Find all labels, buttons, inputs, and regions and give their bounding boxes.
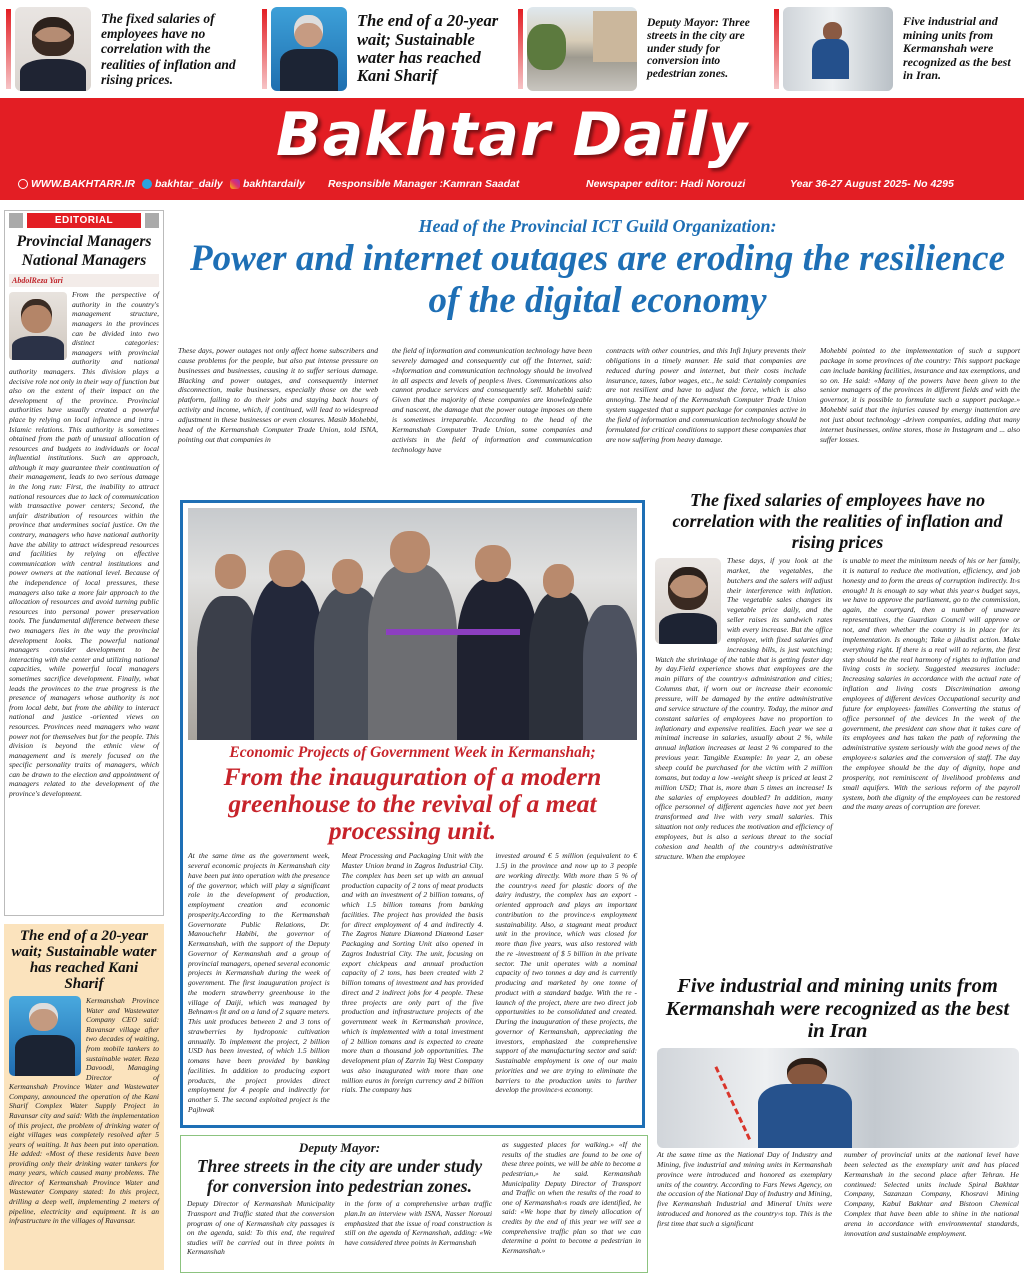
website-text: WWW.BAKHTARR.IR [31, 178, 136, 190]
teaser-photo-factory-icon [783, 7, 893, 91]
lead-column: contracts with other countries, and this Infi Injury prevents their obligations in a timely manner. He said that companies are reduced during power and internet, but their costs include insurance, taxes, labor wages, etc., he said: Certainly companies are not resilient and have to adjust the force, which is also annoying. The head of the Kermanshah Computer Trade Union system suggested that a support package for companies active in the field of information and communication technology should be formulated for critical conditions to support these companies that are now suffering from heavy damage. [606, 346, 806, 444]
person-head [543, 564, 574, 599]
masthead [0, 98, 1024, 200]
factory-worker-photo-icon [657, 1048, 1019, 1148]
lead-column: the field of information and communication technology have been severely damaged and consequently cut off the Internet, said: «Information and communication technology should be involved in all aspects and levels of people›s lives. Communications also cannot produce services and consequently sell. Mohebbi said: Given that the majority of these companies are knowledgeable and nascent, the damage that the power outage imposes on them is sometimes irreparable. According to the head of the Kermanshah Computer Trade Union, some companies and activists in the field of information and communication technology have [392, 346, 592, 454]
economic-headline[interactable]: From the inauguration of a modern greenhouse to the revival of a meat processing unit. [223, 762, 602, 845]
five-units-column: number of provincial units at the national level have been selected as the exemplary unit and has placed Kermanshah in the second place after Tehran. He continued: Selected units include Spiral Bakhtar Company, Sazanzan Company, Khosravi Mining Company, Kabul Bakhtar and Bistoon Chemical Complex that have been able to shine in the national arena in accordance with environmental standards, innovation and sustainable employment. [844, 1150, 1019, 1238]
salaries-body [655, 556, 1020, 974]
man-portrait-photo-icon [655, 558, 721, 644]
red-coil-hose [715, 1048, 795, 1140]
issue-info: Year 36-27 August 2025- No 4295 [790, 178, 954, 190]
salaries-column: is unable to meet the minimum needs of his or her family, it is natural to reduce the motivation, efficiency, and job honesty and to form the areas of corruption indirectly. It›s enough! It is enough to say what this year›s budget says, we have to approve the parliament, go to the commission, again, the courtyard, then a number of unaware representatives, the Guardian Council will approve or not, and then whether the country is in place for its implementation. Is enough; Take a jihadist action. Make everything right. If there is a real will to reform, the first step should be the real harmony of rights to inflation and living costs in society. Suggested measures include: Increasing salaries in accordance with the actual rate of inflation and living costs Discrimination among employees of different devices Occupational security and future for employees› families Converting the status of office personnel of the devices In the week of the government, the president can show that it takes care of its employees and has taken the path of reforming the administrative system seriously with the good news of the employee›s salaries and the conversion of staff. The day the employee should be the day of dignity, hope and prosperity, not reminiscent of livelihood problems and small aquifers. With the serious reform of the payroll system, both the dignity of the employees can be restored and the many areas of corruption are forever. [842, 556, 1020, 812]
person-shape [368, 564, 458, 740]
telegram-link[interactable] [142, 178, 223, 190]
economic-body [188, 851, 637, 1114]
teaser-accent-bar [774, 9, 779, 89]
teaser-accent-bar [518, 9, 523, 89]
teaser-photo-man-portrait-icon [15, 7, 91, 91]
editorial-column [4, 210, 164, 916]
teaser-accent-bar [6, 9, 11, 89]
editorial-body [9, 290, 159, 798]
salaries-text: These days, if you look at the market, the vegetables, the butchers and the salers will adjust their interference with inflation. The vegetable sales changes its vegetable price daily, and the seller raises its sandwich rates with every increase. But the office employee, with fixed salaries and increasing bills, is just watching; Watch the shrinkage of the table that is getting faster day by day.Field experience shows that employees are the main pillars of the country›s administration and cities; Columns that, if worn out or increase their economic pressure, will be damaged by the entire administrative and service structure of the country. Today, the minor and constant salaries of employees have no proportion to inflationary and expensive realities. Each year we see a minimal increase in salaries, usually about 2 %, while annual inflation increases at least 2 % compared to the previous year. Tangible Example: In year 2, an obese sheep could be purchased for the victim with 2 million tomans, but today a low -weight sheep is priced at least 2 million USD; That is, more than 5 times an increase! Is the salaries of employees doubled? In addition, many office personnel of different agencies have not yet been transformed and live with very small salaries. This situation not only reduces the motivation and efficiency of employees, but is also a serious threat to the social cohesion and health of the country›s administrative structure. When the employee [655, 556, 833, 861]
lead-headline[interactable]: Power and internet outages are eroding the resilience of the digital economy [189, 238, 1006, 322]
author-photo-icon [9, 292, 67, 360]
deputy-mayor-article [180, 1135, 648, 1273]
masthead-info-bar [0, 175, 1024, 193]
instagram-link[interactable] [230, 178, 305, 190]
editorial-text: From the perspective of authority in the country's management structure, managers in the provinces can be divided into two distinct categories: managers with provincial authority and national authority managers. This division plays a decisive role not only in their way of function but also on the extent of their impact on the development of the province. Provincial authorities have usually created a powerful place by relying on local influence and intra -Islamic relations. This authority is sometimes obtained from the path of unusual allocation of resources and budgets to individuals or local influential institutions. Such an approach, although it may guarantee their continuation of their management, leads to two serious damage in the long run: First, the inability to attract national resources due to lack of communication with transactive power centers; Second, the unfair distribution of resources within the province that undermines social justice. On the contrary, managers who have national authority have the ability to attract widespread resources and facilities by relying on effective communication with central institutions and power owners at the national level. Because of the independence of local pressures, these managers also take a more fair approach to the allocation of resources and avoid turning public resources into personal power preservation tools. The fundamental difference between these two managers lies in the way the provincial development looks. The powerful national managers consider development to be interacting with the center and utilizing national capacities, while powerful local managers sometimes sacrifice development. Finally, what leads the provinces to the true progress is the presence of managers whose authority is not from local debt, but from the ability to interact national and justice -oriented views on resources. Provinces need managers who want power not for themselves but for the people. This division is beyond the ethnic view of management and is merely focused on the specific personality traits of managers, which can be drawn to the election and appointment of managers related to the development of the province's development. [9, 290, 159, 799]
speaker-photo-icon [9, 996, 81, 1076]
kani-sharif-headline[interactable]: The end of a 20-year wait; Sustainable water has reached Kani Sharif [11, 928, 157, 993]
economic-projects-article [180, 500, 645, 1128]
five-units-body [657, 1150, 1019, 1275]
teaser-photo-street-icon [527, 7, 637, 91]
editorial-title: Provincial Managers National Managers [16, 233, 152, 269]
five-units-column: At the same time as the National Day of Industry and Mining, five industrial and mining units in Kermanshah province were introduced and honored as exemplary units of the country. According to Fars News Agency, on the occasion of the National Day of Industry and Mining, five Kermanshah Industrial and Mineral Units were introduced and honored as the country›s top. This is the first time that such a significant [657, 1150, 832, 1229]
ribbon-cutting-photo-icon [188, 508, 637, 740]
telegram-icon [142, 179, 152, 189]
teaser-kani-sharif[interactable] [256, 0, 512, 98]
teaser-salaries[interactable] [0, 0, 256, 98]
lead-kicker: Head of the Provincial ICT Guild Organization: [418, 216, 777, 236]
deputy-body [187, 1199, 492, 1257]
teaser-accent-bar [262, 9, 267, 89]
editorial-label-row [9, 213, 159, 228]
kani-sharif-body [9, 996, 159, 1226]
person-head [475, 545, 511, 582]
economic-column: At the same time as the government week, several economic projects in Kermanshah city have been put into operation with the presence of the governor, which will play a significant role in the development of production, employment creation and economic prosperity.According to the Kermanshah Governorate Public Relations, Dr. Manouchehr Habibi, the governor of Kermanshah, with the support of the Deputy Governor of Kermanshah and a group of provincial managers, opened several economic projects in Kermanshah during the week of government. The first inauguration project is the modern strawberry greenhouse in the village of Daiji, which was managed by Behnam›s fit and on a land of 2 square meters. This unit produces between 2 and 3 tons of strawberries by hydroponic cultivation annually. To implement the project, 2 billion USD has been invested, of which 1.5 billion tomans have been provided by banking facilities. In addition to producing export products, the project provides direct employment for 4 people and indirectly for another 5. The second exploited project is the Pajhwak [188, 851, 330, 1114]
instagram-handle: bakhtardaily [243, 178, 305, 190]
economic-column: invested around € 5 million (equivalent to € 1.5) in the province and now up to 3 people are working directly. With more than 5 % of the country›s need for plastic doors of the dairy industry, the complex has an export -oriented approach and plays an important contribution to the province›s employment sustainability. Also, a stagnant meat product unit in the province, which was closed for more than five years, was also restored with the re -investment of $ 5 billion in the private sector. The unit operates with a nominal capacity of two tonnes a day and is currently producing and marketed by one tonne of product with a standard badge. With the re -launch of the project, there are two direct job opportunities to be consolidated and created. During the inauguration of these projects, the governor of Kermanshah, appreciating the investors, emphasized the comprehensive support of the manufacturing sector and said: Sustainable employment is one of our main priorities and we are trying to eliminate the barriers to the production units to further develop the province›s economy. [495, 851, 638, 1095]
person-shape [583, 605, 637, 740]
lead-column: Mohebbi pointed to the implementation of such a support package in some provinces of the country: This support package can include banking facilities, insurance and tax exemptions, and so on. He said: «Many of the powers have been given to the senior managers of the provinces in different fields and with the governor, it is possible to formulate such a support package.» Mohebbi said that the injuries caused by energy inattention are not just about technology -driven companies, adding that many internet businesses, online stores, those in Instagram and ... also suffer losses. [820, 346, 1020, 444]
kani-sharif-article [4, 924, 164, 1270]
teaser-five-units[interactable] [768, 0, 1024, 98]
kani-sharif-text: Kermanshah Province Water and Wastewater Company CEO said: Ravansar village after two decades of waiting, from mobile tankers to sustainable water. Reza Davoodi, Managing Director of Kermanshah Province Water and Wastewater Company, announced the operation of the Kani Sharif Complex Water Supply Project in Ravansar city and said: With the implementation of this project, the problem of drinking water of eight villages was completely resolved after 5 years of waiting. It has been put into operation. He added: «Most of these residents have been providing only their drinking water tankers for many years, which caused many problems. The director of Kermanshah Province Water and Wastewater Company stated: In this project, drilling a deep well, implementing 2 meters of pipeline, electricity and equipment. It is an infrastructure in the villages of Ravansar. [9, 996, 159, 1226]
deputy-headline[interactable]: Three streets in the city are under study for conversion into pedestrian zones. [196, 1156, 483, 1197]
teaser-photo-speaker-icon [271, 7, 347, 91]
editorial-label: EDITORIAL [27, 213, 141, 228]
teaser-text: Deputy Mayor: Three streets in the city are under study for conversion into pedestrian zones. [647, 16, 750, 81]
person-head [332, 559, 363, 594]
five-units-headline[interactable]: Five industrial and mining units from Kermanshah were recognized as the best in Iran [665, 975, 1010, 1043]
salaries-column [655, 556, 833, 974]
newspaper-editor: Newspaper editor: Hadi Norouzi [586, 178, 746, 190]
website-link[interactable] [18, 178, 135, 190]
deputy-column: in the form of a comprehensive urban traffic plan.In an interview with ISNA, Nasser Norouzi emphasized that the issue of road construction is still on the agenda of Kermanshah, adding: «We have considered three points in Kermanshah [344, 1199, 492, 1247]
person-shape [457, 578, 538, 740]
lead-body [178, 346, 1020, 486]
teaser-text: The fixed salaries of employees have no correlation with the realities of inflation and rising prices. [101, 11, 236, 87]
newspaper-logo: Bakhtar Daily [275, 100, 749, 170]
person-shape [251, 578, 323, 740]
teaser-text: The end of a 20-year wait; Sustainable water has reached Kani Sharif [357, 11, 499, 86]
teaser-deputy-mayor[interactable] [512, 0, 768, 98]
deputy-column: Deputy Director of Kermanshah Municipality Transport and Traffic stated that the conversion program of one of Kermanshah city passages is on the agenda, said: To this end, the required studies will be carried out in three points in Kermanshah [187, 1199, 335, 1257]
decor-block [145, 213, 159, 228]
decor-block [9, 213, 23, 228]
person-head [269, 550, 305, 587]
lead-column: These days, power outages not only affect home subscribers and cause problems for the people, but also put intense pressure on businesses and businesses, causing it to suffer serious damage. Blacking and power outages, and consequently internet disconnection, make businesses, especially those on the web platform, failing to do their jobs and staying back hours of activity and income, which, if continued, will lead to widespread adjustment in these businesses or even closures. Masib Mohebbi, head of the Kermanshah Computer Trade Union, told ISNA, pointing out that companies in [178, 346, 378, 444]
top-teasers [0, 0, 1024, 98]
instagram-icon [230, 179, 240, 189]
economic-kicker: Economic Projects of Government Week in Kermanshah; [229, 744, 596, 761]
person-head [215, 554, 246, 589]
deputy-kicker: Deputy Mayor: [298, 1140, 381, 1155]
person-head [390, 531, 430, 573]
deputy-column: as suggested places for walking.» «If the results of the studies are found to be one of these three points, we will be able to become a pedestrian,» he said. Kermanshah Municipality Deputy Director of Transport and Traffic on when the results of the road to one of Kermanshah›s roads are identified, he said: «We hope that by timely allocation of credits by the end of this year we will see a comprehensive traffic plan so that we can determine a point to become a pedestrian in Kermanshah.» [502, 1140, 641, 1255]
deputy-main [187, 1140, 492, 1268]
telegram-handle: bakhtar_daily [155, 178, 223, 190]
economic-column: Meat Processing and Packaging Unit with the Master Union brand in Zagros Industrial City. The complex has been set up with an annual production capacity of 2 tons of meat products and with an investment of 2 billion tomans, of which 1.5 billion tomans from banking facilities. The project has provided the basis for direct employment of 4 and indirectly 4. The Zagros Nature Diamond Diamond Laser Packaging and Sorting Unit also opened in Zagros Industrial City. The unit, focusing on export chickpeas and annual production capacity of 2 tons, has been created with 2 billion tomans of investment and has provided direct and 2 indirect jobs for 4 people. These three projects are only part of the five production and infrastructure projects of the government week in Kermanshah province, which is implemented with a total investment of 2 billion tomans and is expected to create more than a thousand job opportunities. The development plan of Zarrin Taj West Company was also inaugurated with more than one million euros in foreign currency and 2 billion rials. The company has [341, 851, 484, 1095]
purple-ribbon [386, 629, 521, 635]
teaser-text: Five industrial and mining units from Kermanshah were recognized as the best in Iran. [903, 14, 1011, 83]
editorial-author: AbdolReza Yari [9, 274, 159, 287]
salaries-headline[interactable]: The fixed salaries of employees have no correlation with the realities of inflation and rising prices [672, 490, 1003, 553]
responsible-manager: Responsible Manager :Kamran Saadat [328, 178, 520, 190]
globe-icon [18, 179, 28, 189]
